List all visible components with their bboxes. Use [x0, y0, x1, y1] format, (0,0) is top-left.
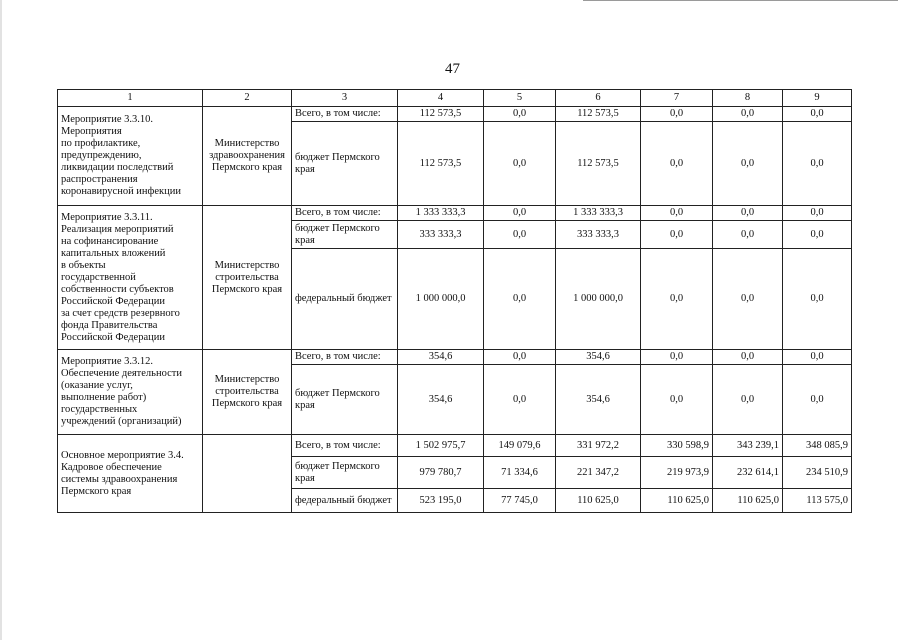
header-cell: 5: [484, 90, 556, 107]
header-cell: 7: [641, 90, 713, 107]
amount-cell: 112 573,5: [398, 107, 484, 122]
amount-cell: 348 085,9: [783, 435, 852, 457]
funding-source-cell: Всего, в том числе:: [292, 107, 398, 122]
header-cell: 2: [203, 90, 292, 107]
amount-cell: 523 195,0: [398, 489, 484, 513]
amount-cell: 0,0: [783, 122, 852, 206]
header-cell: 8: [713, 90, 783, 107]
amount-cell: 219 973,9: [641, 457, 713, 489]
amount-cell: 77 745,0: [484, 489, 556, 513]
amount-cell: 112 573,5: [398, 122, 484, 206]
amount-cell: 0,0: [641, 350, 713, 365]
amount-cell: 354,6: [556, 350, 641, 365]
table-row: [58, 435, 852, 457]
header-cell: 1: [58, 90, 203, 107]
amount-cell: 0,0: [713, 107, 783, 122]
amount-cell: 0,0: [783, 249, 852, 350]
amount-cell: 354,6: [398, 365, 484, 435]
amount-cell: 1 502 975,7: [398, 435, 484, 457]
amount-cell: 112 573,5: [556, 107, 641, 122]
amount-cell: 979 780,7: [398, 457, 484, 489]
amount-cell: 0,0: [713, 122, 783, 206]
amount-cell: 333 333,3: [556, 221, 641, 249]
funding-source-cell: Всего, в том числе:: [292, 206, 398, 221]
amount-cell: 354,6: [556, 365, 641, 435]
amount-cell: 330 598,9: [641, 435, 713, 457]
amount-cell: 0,0: [783, 221, 852, 249]
amount-cell: 149 079,6: [484, 435, 556, 457]
amount-cell: 0,0: [484, 350, 556, 365]
scan-edge: [0, 0, 2, 640]
amount-cell: 1 333 333,3: [398, 206, 484, 221]
amount-cell: 234 510,9: [783, 457, 852, 489]
amount-cell: 354,6: [398, 350, 484, 365]
amount-cell: 1 333 333,3: [556, 206, 641, 221]
header-cell: 9: [783, 90, 852, 107]
executor-cell: Министерство здравоохранения Пермского края: [203, 107, 292, 206]
amount-cell: 0,0: [713, 350, 783, 365]
amount-cell: 0,0: [783, 107, 852, 122]
scan-artifact-line: [583, 0, 898, 1]
header-cell: 4: [398, 90, 484, 107]
funding-source-cell: бюджет Пермского края: [292, 365, 398, 435]
amount-cell: 0,0: [783, 206, 852, 221]
amount-cell: 0,0: [484, 221, 556, 249]
header-cell: 6: [556, 90, 641, 107]
amount-cell: 71 334,6: [484, 457, 556, 489]
funding-source-cell: Всего, в том числе:: [292, 435, 398, 457]
funding-source-cell: федеральный бюджет: [292, 249, 398, 350]
amount-cell: 0,0: [713, 206, 783, 221]
header-cell: 3: [292, 90, 398, 107]
amount-cell: 112 573,5: [556, 122, 641, 206]
page-number: 47: [445, 61, 460, 77]
amount-cell: 1 000 000,0: [556, 249, 641, 350]
amount-cell: 0,0: [641, 249, 713, 350]
amount-cell: 0,0: [641, 122, 713, 206]
amount-cell: 110 625,0: [556, 489, 641, 513]
amount-cell: 343 239,1: [713, 435, 783, 457]
event-cell: Мероприятие 3.3.10. Мероприятия по профилактике, предупреждению, ликвидации последствий распространения коронавирусной инфекции: [58, 107, 203, 206]
amount-cell: 0,0: [484, 107, 556, 122]
amount-cell: 0,0: [484, 249, 556, 350]
funding-source-cell: Всего, в том числе:: [292, 350, 398, 365]
amount-cell: 110 625,0: [713, 489, 783, 513]
amount-cell: 331 972,2: [556, 435, 641, 457]
amount-cell: 333 333,3: [398, 221, 484, 249]
amount-cell: 110 625,0: [641, 489, 713, 513]
event-cell: Основное мероприятие 3.4. Кадровое обеспечение системы здравоохранения Пермского края: [58, 435, 203, 513]
amount-cell: 1 000 000,0: [398, 249, 484, 350]
header-row: [58, 90, 852, 107]
funding-source-cell: бюджет Пермского края: [292, 457, 398, 489]
amount-cell: 221 347,2: [556, 457, 641, 489]
executor-cell: Министерство строительства Пермского края: [203, 350, 292, 435]
amount-cell: 0,0: [783, 350, 852, 365]
amount-cell: 0,0: [713, 221, 783, 249]
table-row: [58, 350, 852, 365]
amount-cell: 0,0: [713, 249, 783, 350]
amount-cell: 0,0: [484, 206, 556, 221]
funding-source-cell: бюджет Пермского края: [292, 122, 398, 206]
amount-cell: 0,0: [484, 122, 556, 206]
amount-cell: 0,0: [783, 365, 852, 435]
amount-cell: 0,0: [641, 107, 713, 122]
table-row: [58, 206, 852, 221]
table-body: [58, 107, 852, 513]
executor-cell: [203, 435, 292, 513]
amount-cell: 0,0: [484, 365, 556, 435]
budget-table: [57, 89, 852, 513]
funding-source-cell: федеральный бюджет: [292, 489, 398, 513]
amount-cell: 0,0: [641, 365, 713, 435]
amount-cell: 0,0: [641, 221, 713, 249]
table-row: [58, 107, 852, 122]
funding-source-cell: бюджет Пермского края: [292, 221, 398, 249]
event-cell: Мероприятие 3.3.12. Обеспечение деятельности (оказание услуг, выполнение работ) государственных учреждений (организаций): [58, 350, 203, 435]
amount-cell: 0,0: [713, 365, 783, 435]
amount-cell: 0,0: [641, 206, 713, 221]
amount-cell: 113 575,0: [783, 489, 852, 513]
event-cell: Мероприятие 3.3.11. Реализация мероприятий на софинансирование капитальных вложений в объекты государственной собственности субъектов Российской Федерации за счет средств резервного фонда Правительства Российской Федерации: [58, 206, 203, 350]
amount-cell: 232 614,1: [713, 457, 783, 489]
executor-cell: Министерство строительства Пермского края: [203, 206, 292, 350]
